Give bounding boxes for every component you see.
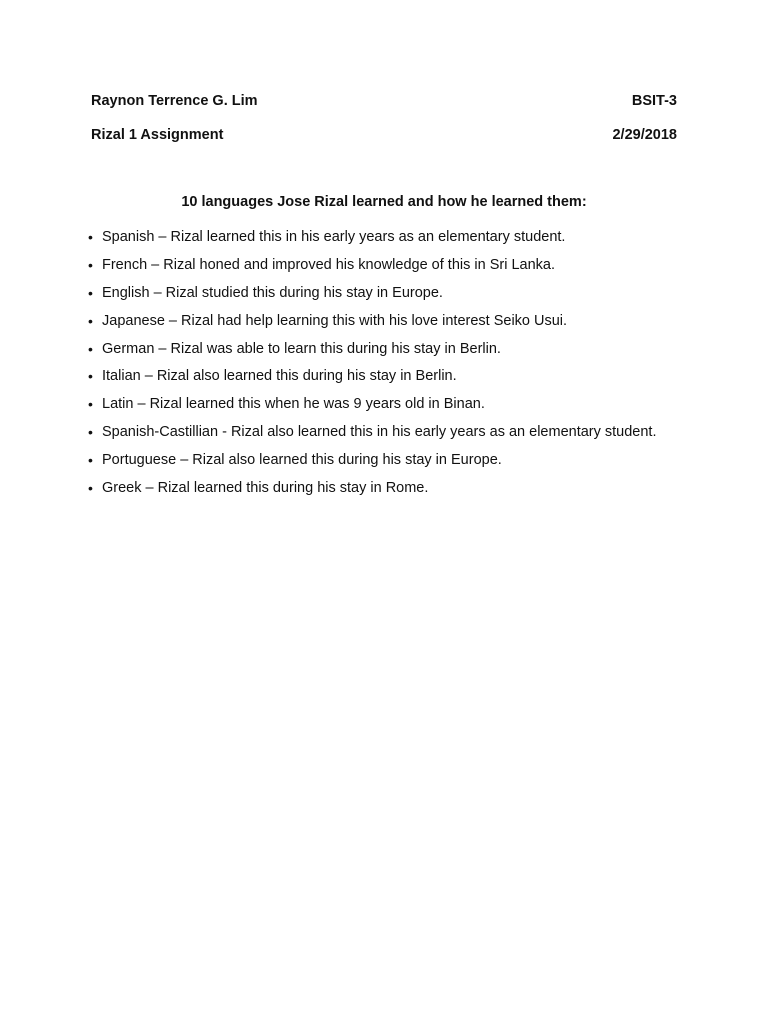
list-item bbox=[88, 340, 657, 368]
bullet-icon: • bbox=[88, 312, 93, 329]
list-item-text: Latin – Rizal learned this when he was 9 years old in Binan. bbox=[102, 396, 485, 413]
bullet-icon: • bbox=[88, 452, 93, 469]
student-section: BSIT-3 bbox=[631, 93, 677, 109]
list-item-text: Portuguese – Rizal also learned this during his stay in Europe. bbox=[102, 452, 502, 469]
list-item-text: Greek – Rizal learned this during his stay in Rome. bbox=[102, 480, 429, 497]
list-item-text: Spanish-Castillian - Rizal also learned this in his early years as an elementary student. bbox=[102, 424, 657, 441]
bullet-icon: • bbox=[88, 396, 93, 413]
list-item-text: Japanese – Rizal had help learning this with his love interest Seiko Usui. bbox=[102, 312, 568, 329]
list-item bbox=[88, 395, 657, 423]
list-item bbox=[88, 312, 657, 340]
bullet-icon: • bbox=[88, 480, 93, 497]
header-row-name bbox=[91, 93, 677, 109]
bullet-icon: • bbox=[88, 284, 93, 301]
bullet-icon: • bbox=[88, 229, 93, 245]
list-item-text: Italian – Rizal also learned this during his stay in Berlin. bbox=[102, 368, 457, 385]
list-item-text: Spanish – Rizal learned this in his early years as an elementary student. bbox=[102, 229, 566, 245]
list-item-text: French – Rizal honed and improved his knowledge of this in Sri Lanka. bbox=[102, 256, 555, 273]
bullet-icon: • bbox=[88, 424, 93, 441]
student-name: Raynon Terrence G. Lim bbox=[91, 93, 258, 109]
list-item bbox=[88, 367, 657, 395]
list-item bbox=[88, 256, 657, 284]
list-item-text: English – Rizal studied this during his stay in Europe. bbox=[102, 284, 443, 301]
list-item-text: German – Rizal was able to learn this during his stay in Berlin. bbox=[102, 340, 501, 357]
list-item bbox=[88, 423, 657, 451]
bullet-icon: • bbox=[88, 340, 93, 357]
list-item bbox=[88, 284, 657, 312]
document-heading: 10 languages Jose Rizal learned and how he learned them: bbox=[181, 194, 587, 210]
list-item bbox=[88, 228, 657, 256]
assignment-date: 2/29/2018 bbox=[612, 127, 677, 143]
list-item bbox=[88, 451, 657, 479]
header-row-assignment bbox=[91, 127, 677, 143]
bullet-icon: • bbox=[88, 256, 93, 273]
list-item bbox=[88, 479, 657, 507]
bullet-icon: • bbox=[88, 368, 93, 385]
language-list bbox=[88, 228, 657, 507]
assignment-title: Rizal 1 Assignment bbox=[91, 127, 224, 143]
